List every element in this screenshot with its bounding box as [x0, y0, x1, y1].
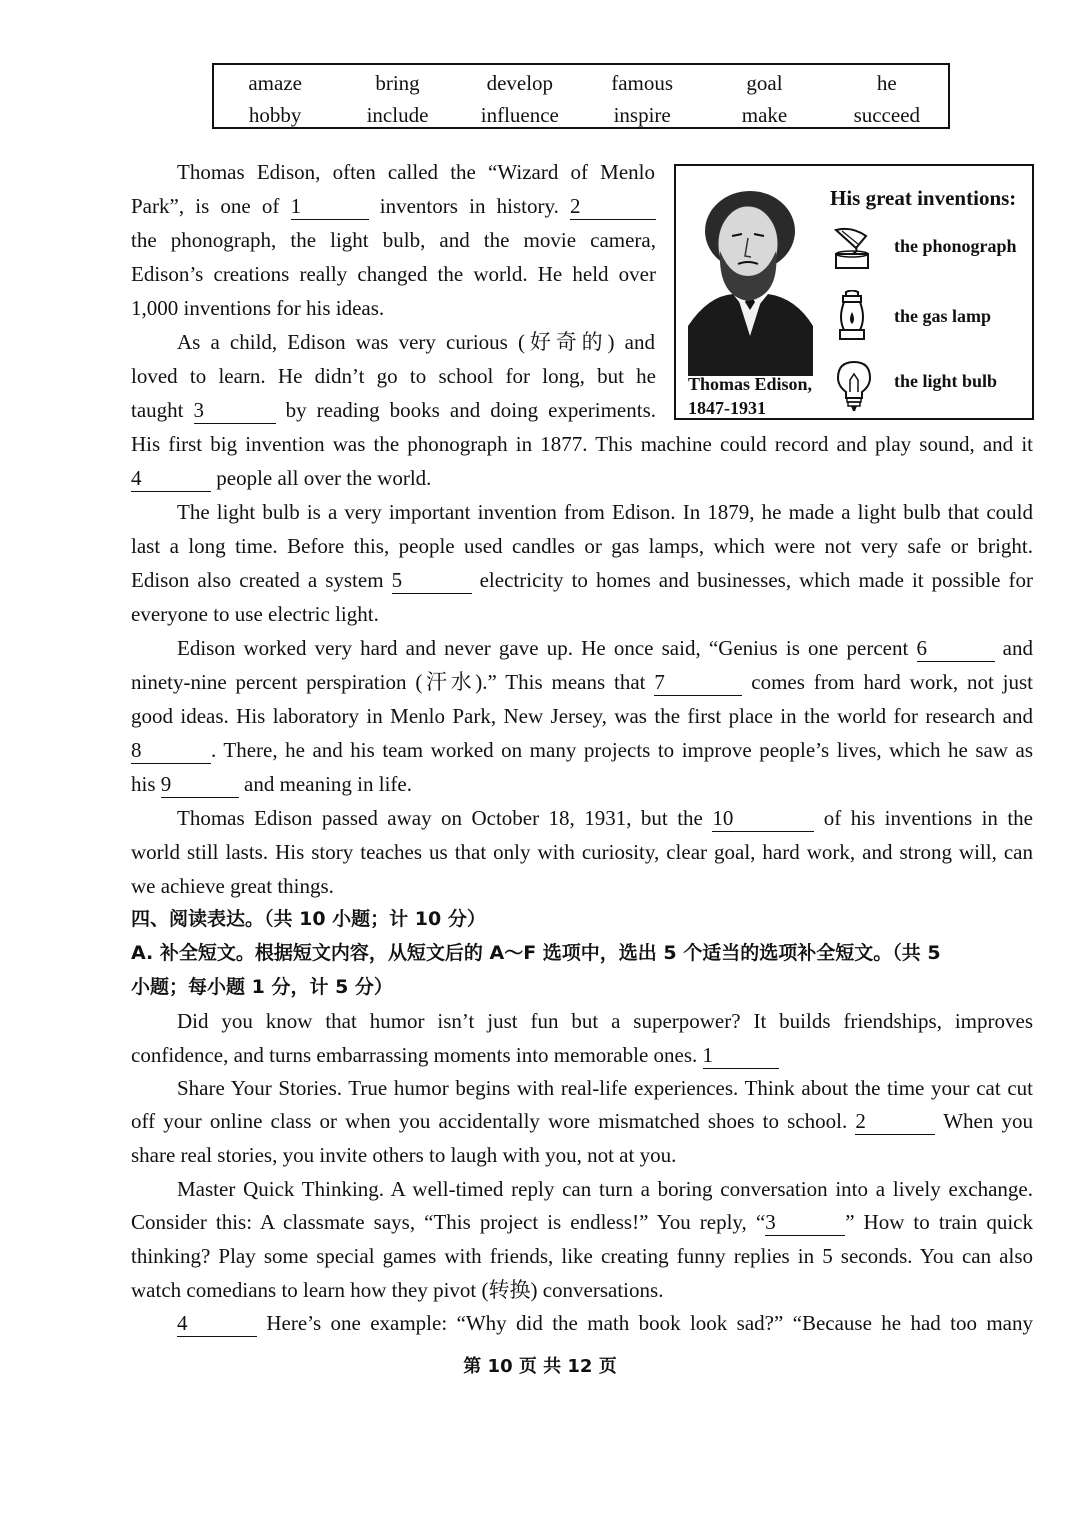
- text-line: world still lasts. His story teaches us that only with curiosity, clear goal, hard work, and strong will, can: [131, 840, 1033, 864]
- text-line: Thomas Edison, often called the “Wizard of Menlo: [177, 160, 655, 184]
- text-line: [131, 733, 1033, 767]
- word: bring: [375, 70, 420, 95]
- text-segment: off your online class or when you accidentally wore mismatched shoes to school.: [131, 1109, 848, 1133]
- word-bank-row: [214, 99, 948, 131]
- text-segment: and: [1002, 636, 1033, 660]
- word: goal: [746, 70, 783, 95]
- text-line: As a child, Edison was very curious (好奇的) and: [177, 330, 655, 354]
- word: hobby: [248, 102, 302, 127]
- blank-a1[interactable]: 1: [703, 1042, 779, 1069]
- text-line: [177, 1306, 1033, 1340]
- text-line: [131, 1205, 1033, 1239]
- blank-a3[interactable]: 3: [765, 1209, 845, 1236]
- edison-figure: [674, 164, 1034, 420]
- text-segment: comes from hard work, not just: [751, 670, 1033, 694]
- text-line: good ideas. His laboratory in Menlo Park, New Jersey, was the first place in the world for research and: [131, 704, 1033, 728]
- word: develop: [486, 70, 554, 95]
- text-line: [177, 631, 1033, 665]
- text-line: last a long time. Before this, people used candles or gas lamps, which were not very safe or bright.: [131, 534, 1033, 558]
- word-bank-row: [214, 67, 948, 99]
- text-segment: electricity to homes and businesses, which made it possible for: [479, 568, 1033, 592]
- text-line: Share Your Stories. True humor begins with real-life experiences. Think about the time your cat cut: [177, 1076, 1033, 1100]
- text-line: [177, 801, 1033, 835]
- word: he: [876, 70, 897, 95]
- text-segment: people all over the world.: [216, 466, 432, 490]
- blank-2[interactable]: 2: [570, 193, 656, 220]
- text-line: [131, 393, 656, 427]
- blank-10[interactable]: 10: [712, 805, 814, 832]
- word: influence: [480, 102, 559, 127]
- text-line: [131, 461, 1033, 495]
- text-line: [131, 189, 656, 223]
- text-segment: and meaning in life.: [244, 772, 412, 796]
- section-instruction: 小题；每小题 1 分，计 5 分）: [131, 976, 393, 998]
- text-segment: Edison worked very hard and never gave up. He once said, “Genius is one percent: [177, 636, 909, 660]
- text-line: [131, 1038, 1033, 1072]
- invention-gas-lamp: the gas lamp: [894, 306, 992, 326]
- text-segment: ” How to train quick: [845, 1210, 1034, 1234]
- text-line: Master Quick Thinking. A well-timed reply can turn a boring conversation into a lively exchange.: [177, 1177, 1033, 1201]
- text-segment: by reading books and doing experiments.: [285, 398, 656, 422]
- text-segment: inventors in history.: [379, 194, 559, 218]
- word: make: [741, 102, 788, 127]
- caption-name: Thomas Edison,: [688, 374, 813, 394]
- section-instruction: A. 补全短文。根据短文内容，从短文后的 A～F 选项中，选出 5 个适当的选项补全短文。（共 5: [131, 942, 941, 964]
- text-segment: Edison also created a system: [131, 568, 384, 592]
- text-segment: Thomas Edison passed away on October 18, 1931, but the: [177, 806, 703, 830]
- section-heading: 四、阅读表达。（共 10 小题；计 10 分）: [131, 908, 486, 930]
- text-line: we achieve great things.: [131, 874, 334, 898]
- text-segment: When you: [943, 1109, 1033, 1133]
- word: succeed: [853, 102, 921, 127]
- text-segment: taught: [131, 398, 184, 422]
- edison-portrait: [688, 176, 813, 376]
- blank-6[interactable]: 6: [917, 635, 995, 662]
- text-segment: Here’s one example: “Why did the math book look sad?” “Because he had too many: [266, 1311, 1033, 1335]
- text-line: loved to learn. He didn’t go to school for long, but he: [131, 364, 656, 388]
- blank-a4[interactable]: 4: [177, 1310, 257, 1337]
- text-line: 1,000 inventions for his ideas.: [131, 296, 385, 320]
- word-bank: [212, 63, 950, 129]
- text-line: [131, 665, 1033, 699]
- word: amaze: [248, 70, 302, 95]
- blank-5[interactable]: 5: [392, 567, 472, 594]
- light-bulb-icon: [832, 360, 876, 414]
- text-line: Did you know that humor isn’t just fun but a superpower? It builds friendships, improves: [177, 1009, 1033, 1033]
- word: famous: [611, 70, 674, 95]
- text-segment: of his inventions in the: [823, 806, 1034, 830]
- caption-years: 1847-1931: [688, 398, 766, 418]
- portrait-caption: [688, 372, 812, 420]
- text-segment: Park”, is one of: [131, 194, 280, 218]
- blank-4[interactable]: 4: [131, 465, 211, 492]
- figure-title: His great inventions:: [830, 186, 1017, 210]
- text-line: thinking? Play some special games with friends, like creating funny replies in 5 seconds. You can also: [131, 1244, 1033, 1268]
- text-segment: confidence, and turns embarrassing moments into memorable ones.: [131, 1043, 698, 1067]
- blank-7[interactable]: 7: [654, 669, 742, 696]
- text-line: His first big invention was the phonograph in 1877. This machine could record and play sound, and it: [131, 432, 1033, 456]
- text-segment: his: [131, 772, 156, 796]
- blank-9[interactable]: 9: [161, 771, 239, 798]
- blank-8[interactable]: 8: [131, 737, 211, 764]
- invention-phonograph: the phonograph: [894, 236, 1017, 256]
- phonograph-icon: [830, 222, 874, 276]
- text-line: share real stories, you invite others to laugh with you, not at you.: [131, 1143, 677, 1167]
- text-line: everyone to use electric light.: [131, 602, 379, 626]
- text-line: [131, 563, 1033, 597]
- word: inspire: [613, 102, 671, 127]
- text-line: [131, 1104, 1033, 1138]
- blank-a2[interactable]: 2: [855, 1108, 935, 1135]
- word: include: [366, 102, 429, 127]
- gas-lamp-icon: [830, 290, 874, 344]
- blank-3[interactable]: 3: [194, 397, 276, 424]
- text-line: watch comedians to learn how they pivot (转换) conversations.: [131, 1278, 664, 1302]
- blank-1[interactable]: 1: [291, 193, 369, 220]
- text-line: [131, 767, 1033, 801]
- text-line: The light bulb is a very important invention from Edison. In 1879, he made a light bulb that could: [177, 500, 1033, 524]
- text-segment: Consider this: A classmate says, “This project is endless!” You reply, “: [131, 1210, 766, 1234]
- text-line: Edison’s creations really changed the world. He held over: [131, 262, 656, 286]
- page-number: 第 10 页 共 12 页: [463, 1356, 617, 1377]
- invention-light-bulb: the light bulb: [894, 371, 998, 391]
- text-segment: ninety-nine percent perspiration (汗水).” This means that: [131, 670, 646, 694]
- text-line: the phonograph, the light bulb, and the movie camera,: [131, 228, 656, 252]
- text-segment: . There, he and his team worked on many projects to improve people’s lives, which he saw as: [211, 738, 1033, 762]
